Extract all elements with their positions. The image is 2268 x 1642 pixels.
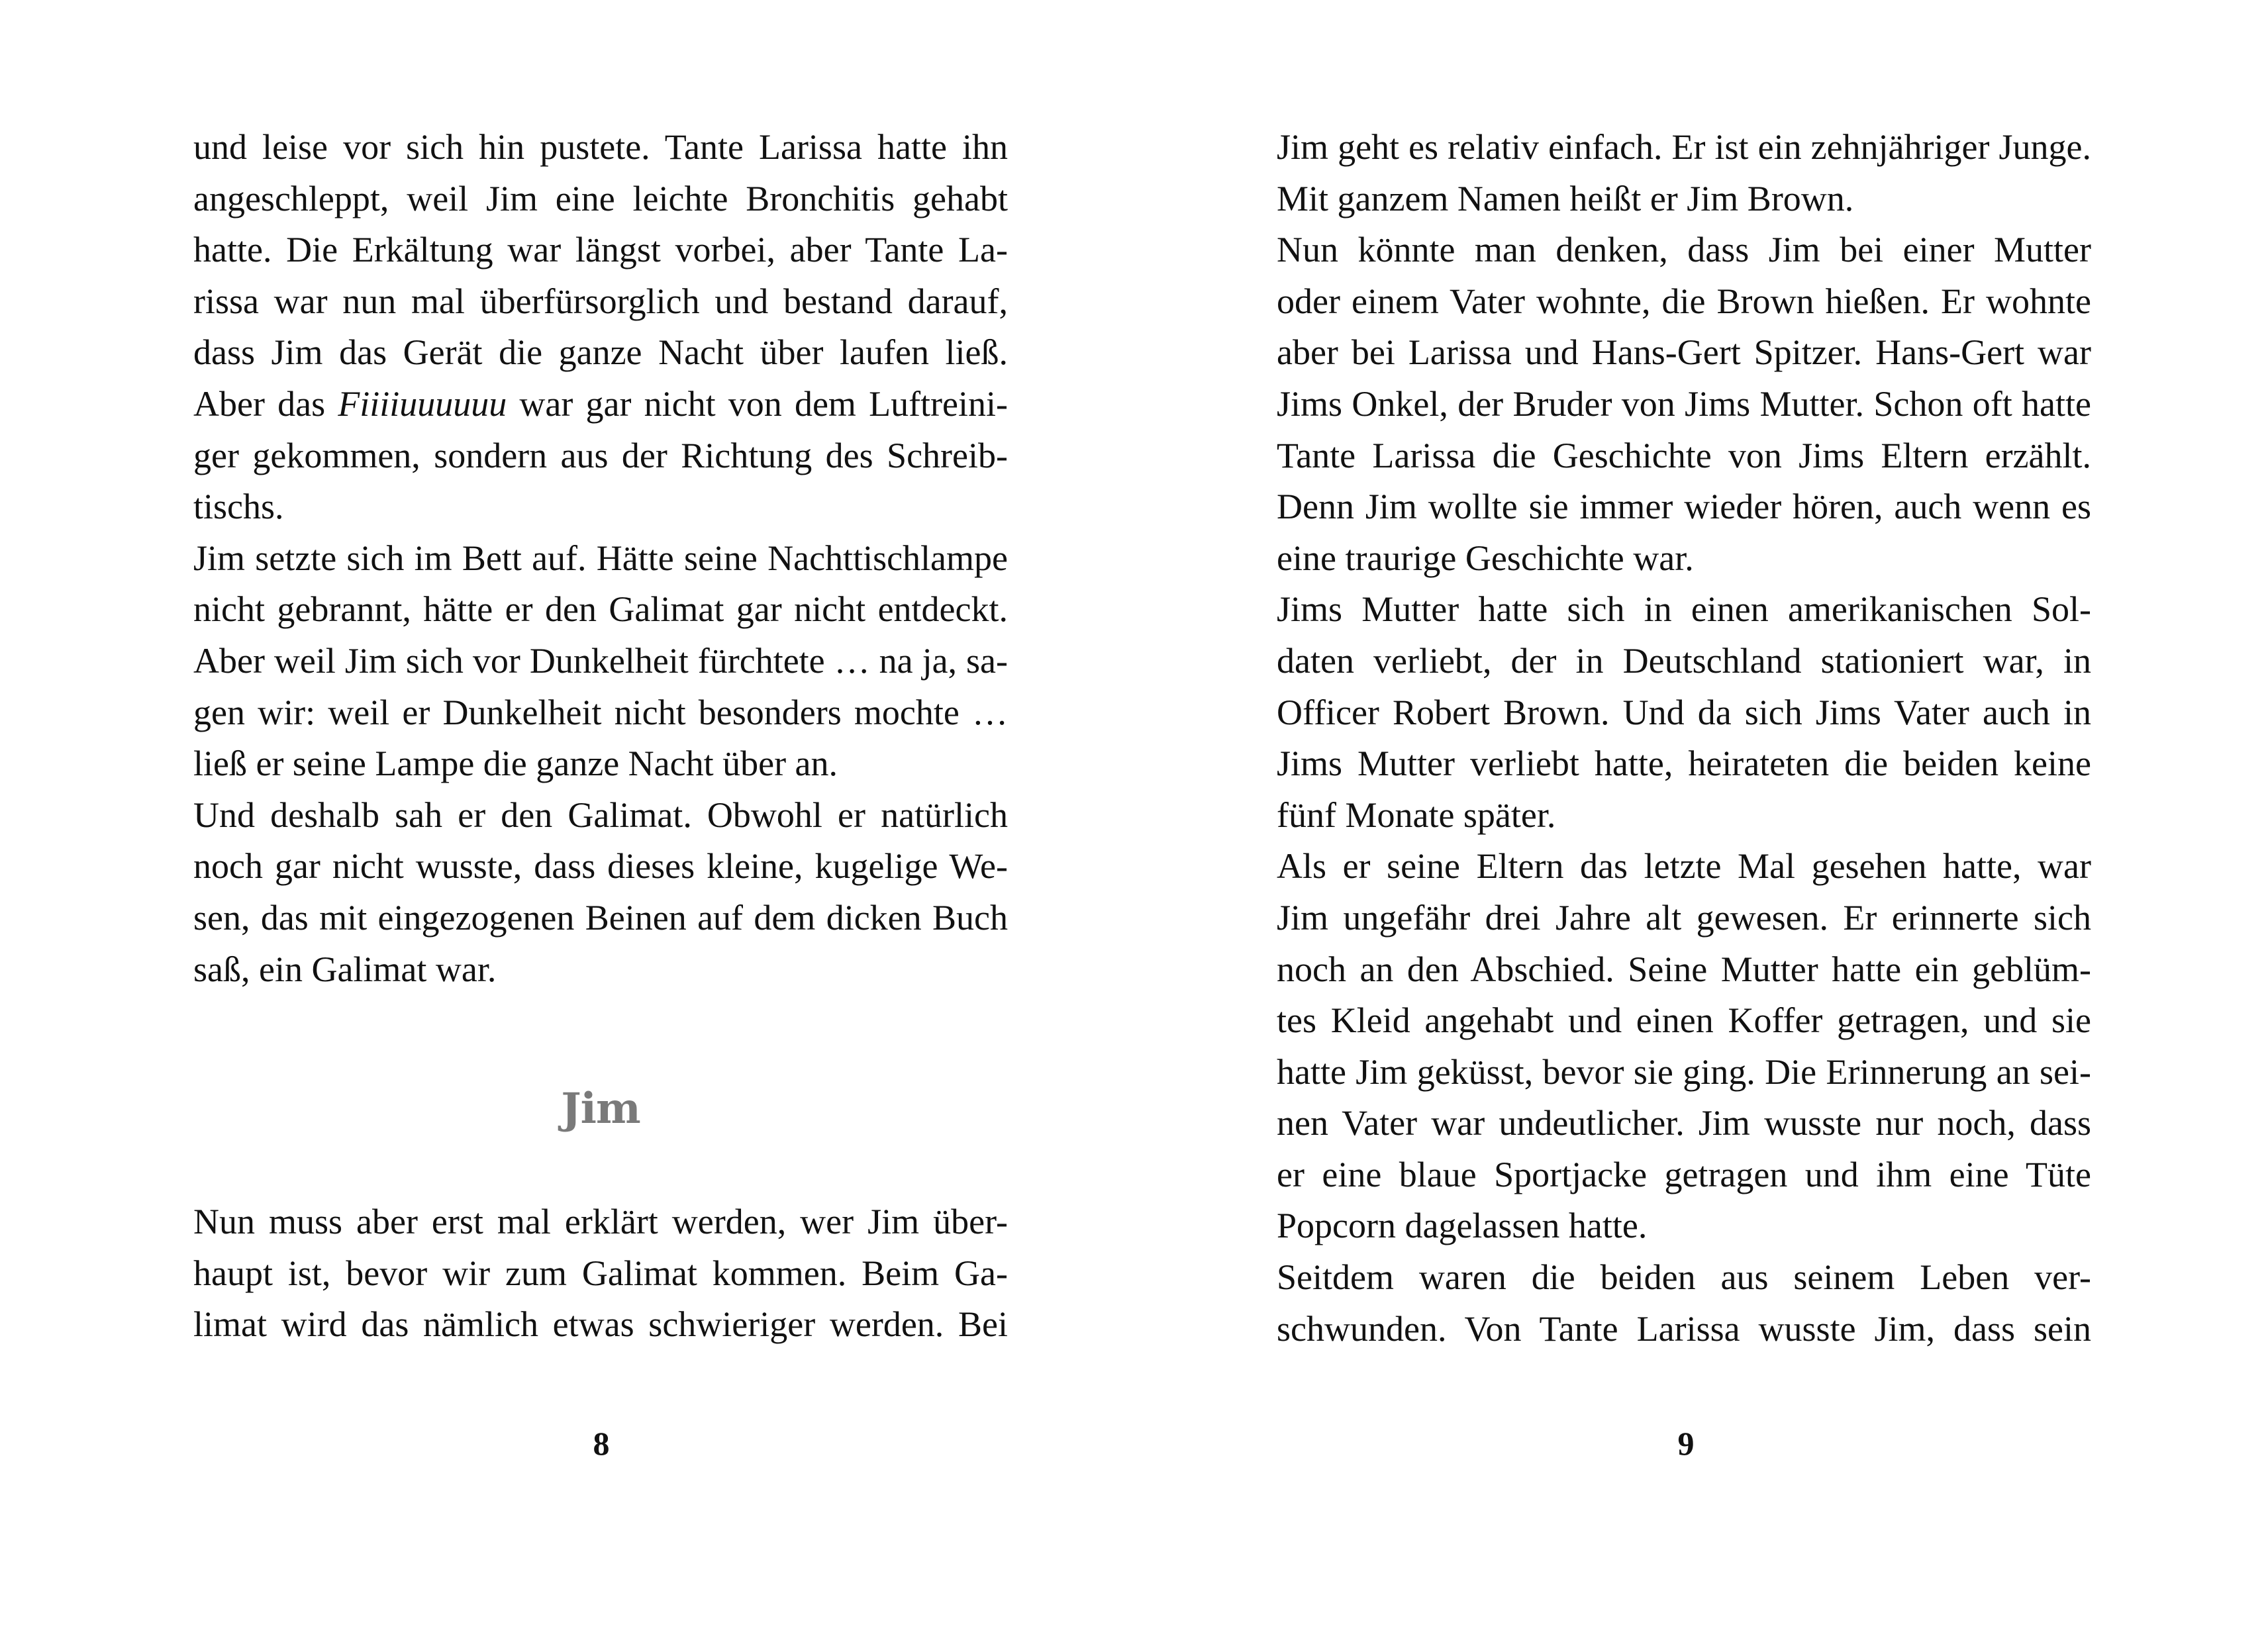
text-line: Popcorn dagelassen hatte. (1277, 1206, 1648, 1246)
paragraph (1277, 1252, 2091, 1355)
text-line: haupt ist, bevor wir zum Galimat kommen. Beim Ga- (193, 1253, 1008, 1293)
text-line: Officer Robert Brown. Und da sich Jims Vater auch in (1277, 692, 2091, 732)
text-line: Jim setzte sich im Bett auf. Hätte seine Nachttischlampe (193, 538, 1008, 578)
text-line: daten verliebt, der in Deutschland stationiert war, in (1277, 640, 2091, 681)
text-line: Jims Mutter verliebt hatte, heirateten die beiden keine (1277, 744, 2091, 784)
text-line: aber bei Larissa und Hans-Gert Spitzer. Hans-Gert war (1277, 332, 2091, 373)
text-line: schwunden. Von Tante Larissa wusste Jim, dass sein (1277, 1308, 2091, 1349)
text-line: Jim ungefähr drei Jahre alt gewesen. Er erinnerte sich (1277, 897, 2091, 938)
paragraph (193, 1196, 1008, 1351)
text-line: noch gar nicht wusste, dass dieses kleine, kugelige We- (193, 846, 1008, 887)
text-line: hatte. Die Erkältung war längst vorbei, aber Tante La- (193, 230, 1008, 270)
page-number-left: 8 (593, 1425, 610, 1462)
text-line: ger gekommen, sondern aus der Richtung des Schreib- (193, 435, 1008, 475)
spacer (193, 995, 1008, 1069)
text-line: angeschleppt, weil Jim eine leichte Bronchitis gehabt (193, 178, 1008, 218)
paragraph (193, 533, 1008, 790)
text-line: Jim geht es relativ einfach. Er ist ein zehnjähriger Junge. (1277, 127, 2091, 167)
text-line: sen, das mit eingezogenen Beinen auf dem dicken Buch (193, 897, 1008, 938)
text-line: Jims Mutter hatte sich in einen amerikanischen Sol- (1277, 589, 2091, 630)
text-line (193, 379, 1008, 430)
text-line: Mit ganzem Namen heißt er Jim Brown. (1277, 178, 1854, 218)
chapter-title: Jim (561, 1084, 640, 1134)
paragraph (193, 122, 1008, 533)
text-segment: Aber das (193, 383, 338, 424)
text-line: Tante Larissa die Geschichte von Jims Eltern erzählt. (1277, 435, 2091, 475)
text-line: gen wir: weil er Dunkelheit nicht besonders mochte … (193, 692, 1008, 732)
text-line: und leise vor sich hin pustete. Tante Larissa hatte ihn (193, 127, 1008, 167)
text-line: saß, ein Galimat war. (193, 949, 497, 989)
text-line: Denn Jim wollte sie immer wieder hören, auch wenn es (1277, 487, 2091, 527)
paragraph (1277, 584, 2091, 841)
text-line: fünf Monate später. (1277, 795, 1556, 835)
text-line: er eine blaue Sportjacke getragen und ihm eine Tüte (1277, 1154, 2091, 1194)
text-line: tischs. (193, 487, 284, 527)
text-line: Nun muss aber erst mal erklärt werden, wer Jim über- (193, 1202, 1008, 1242)
text-line: tes Kleid angehabt und einen Koffer getragen, und sie (1277, 1000, 2091, 1041)
italic-word: Fiiiiuuuuuu (338, 383, 507, 424)
text-line: noch an den Abschied. Seine Mutter hatte ein geblüm- (1277, 949, 2091, 989)
spacer (193, 1149, 1008, 1196)
text-line: Als er seine Eltern das letzte Mal gesehen hatte, war (1277, 846, 2091, 887)
text-line: ließ er seine Lampe die ganze Nacht über an. (193, 744, 838, 784)
text-line: Seitdem waren die beiden aus seinem Leben ver- (1277, 1257, 2091, 1298)
text-line: nicht gebrannt, hätte er den Galimat gar nicht entdeckt. (193, 589, 1008, 630)
paragraph (1277, 122, 2091, 224)
text-line: nen Vater war undeutlicher. Jim wusste nur noch, dass (1277, 1103, 2091, 1143)
paragraph (1277, 224, 2091, 584)
page-number-right: 9 (1677, 1425, 1695, 1462)
text-segment: war gar nicht von dem Luftreini- (507, 383, 1008, 424)
text-line: eine traurige Geschichte war. (1277, 538, 1694, 578)
paragraph (193, 790, 1008, 995)
text-line: oder einem Vater wohnte, die Brown hießen. Er wohnte (1277, 281, 2091, 321)
text-line: limat wird das nämlich etwas schwieriger werden. Bei (193, 1304, 1008, 1345)
text-line: rissa war nun mal überfürsorglich und bestand darauf, (193, 281, 1008, 321)
text-line: Aber weil Jim sich vor Dunkelheit fürchtete … na ja, sa- (193, 640, 1008, 681)
text-line: dass Jim das Gerät die ganze Nacht über laufen ließ. (193, 332, 1008, 373)
text-line: Und deshalb sah er den Galimat. Obwohl er natürlich (193, 795, 1008, 835)
text-line: Nun könnte man denken, dass Jim bei einer Mutter (1277, 230, 2091, 270)
left-page (193, 122, 1008, 1351)
right-page (1277, 122, 2091, 1355)
paragraph (1277, 841, 2091, 1252)
text-line: Jims Onkel, der Bruder von Jims Mutter. Schon oft hatte (1277, 383, 2091, 424)
text-line: hatte Jim geküsst, bevor sie ging. Die Erinnerung an sei- (1277, 1051, 2091, 1092)
